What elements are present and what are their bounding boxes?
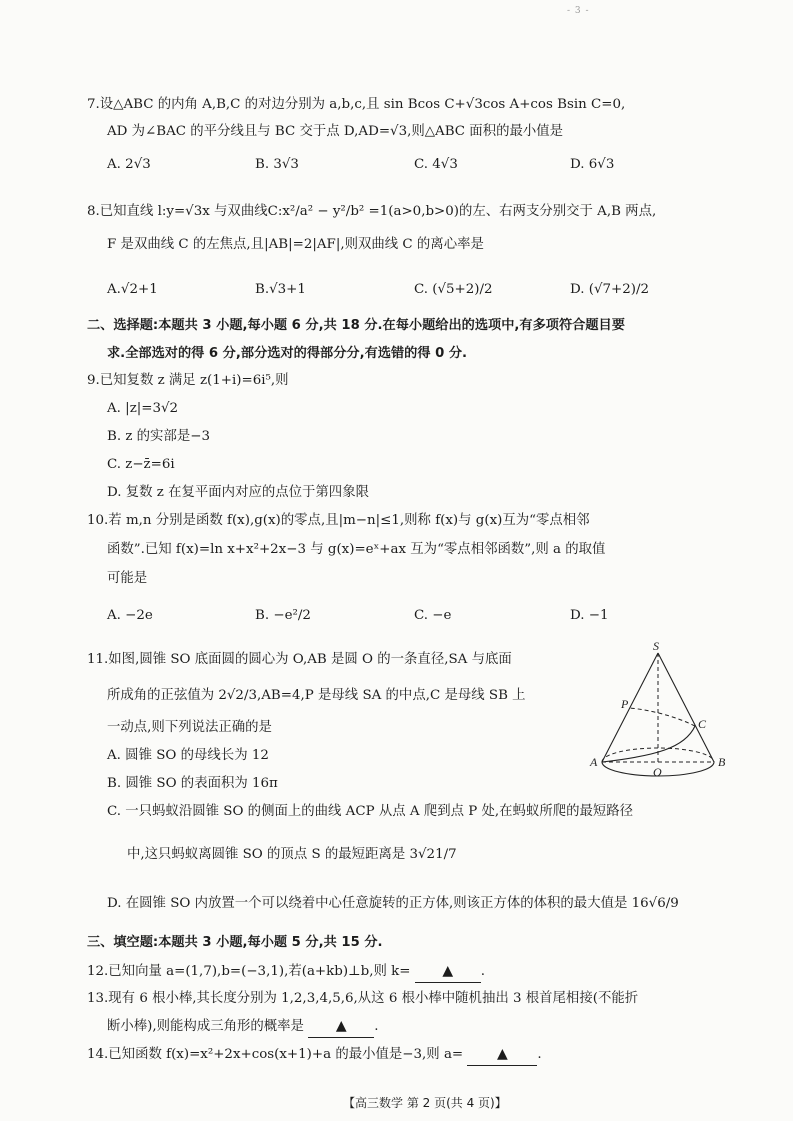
cone-figure: [585, 638, 735, 780]
q10-line2: 函数”.已知 f(x)=ln x+x²+2x−3 与 g(x)=eˣ+ax 互为“零点相邻函数”,则 a 的取值: [107, 542, 606, 557]
q12-answer-blank[interactable]: [415, 961, 481, 983]
q11-line3: 一动点,则下列说法正确的是: [107, 720, 272, 735]
section3-heading: 三、填空题:本题共 3 小题,每小题 5 分,共 15 分.: [87, 935, 383, 950]
label-p: P: [621, 697, 629, 711]
generatrix-sa: [602, 653, 658, 762]
q10-option-a: A. −2e: [107, 608, 153, 623]
q8-line1: 8.已知直线 l:y=√3x 与双曲线C:x²/a² − y²/b² =1(a>0,b>0)的左、右两支分别交于 A,B 两点,: [87, 204, 657, 219]
q7-line1: 7.设△ABC 的内角 A,B,C 的对边分别为 a,b,c,且 sin Bcos C+√3cos A+cos Bsin C=0,: [87, 97, 626, 112]
q14-answer-blank[interactable]: [467, 1044, 537, 1066]
curve-ac: [602, 726, 695, 762]
q11-option-b: B. 圆锥 SO 的表面积为 16π: [107, 776, 278, 791]
curve-cp: [630, 708, 695, 726]
section2-heading-line1: 二、选择题:本题共 3 小题,每小题 6 分,共 18 分.在每小题给出的选项中,有多项符合题目要: [87, 318, 625, 333]
q9-option-b: B. z 的实部是−3: [107, 429, 210, 444]
section2-heading-line2: 求.全部选对的得 6 分,部分选对的得部分分,有选错的得 0 分.: [107, 346, 468, 361]
q13-line2: 断小棒),则能构成三角形的概率是: [107, 1019, 304, 1034]
q8-line2: F 是双曲线 C 的左焦点,且|AB|=2|AF|,则双曲线 C 的离心率是: [107, 237, 484, 252]
q13-answer-blank[interactable]: [308, 1016, 374, 1038]
label-a: A: [590, 755, 598, 769]
q10-line3: 可能是: [107, 571, 148, 586]
q9-option-d: D. 复数 z 在复平面内对应的点位于第四象限: [107, 485, 369, 500]
q13-answer-marker: ▲: [335, 1018, 347, 1034]
q11-option-c-line2: 中,这只蚂蚁离圆锥 SO 的顶点 S 的最短距离是 3√21/7: [127, 847, 457, 862]
page-footer: 【高三数学 第 2 页(共 4 页)】: [343, 1096, 507, 1110]
q11-option-d: D. 在圆锥 SO 内放置一个可以绕着中心任意旋转的正方体,则该正方体的体积的最大值是 16√6/9: [107, 896, 679, 911]
q8-option-a: A.√2+1: [107, 282, 158, 297]
q7-line2: AD 为∠BAC 的平分线且与 BC 交于点 D,AD=√3,则△ABC 面积的最小值是: [107, 124, 564, 139]
q11-line1: 11.如图,圆锥 SO 底面圆的圆心为 O,AB 是圆 O 的一条直径,SA 与底面: [87, 652, 512, 667]
q13-line1: 13.现有 6 根小棒,其长度分别为 1,2,3,4,5,6,从这 6 根小棒中随机抽出 3 根首尾相接(不能折: [87, 991, 639, 1006]
q8-option-d: D. (√7+2)/2: [570, 282, 650, 297]
q10-option-d: D. −1: [570, 608, 609, 623]
q14-answer-marker: ▲: [497, 1046, 508, 1062]
q11-option-a: A. 圆锥 SO 的母线长为 12: [107, 748, 269, 763]
label-o: O: [653, 765, 662, 779]
label-c: C: [698, 717, 707, 731]
q12-answer-marker: ▲: [442, 963, 454, 979]
q7-option-d: D. 6√3: [570, 157, 615, 172]
q9-option-c: C. z−z̄=6i: [107, 457, 175, 472]
q10-option-b: B. −e²/2: [255, 608, 311, 623]
q8-option-b: B.√3+1: [255, 282, 306, 297]
q8-option-c: C. (√5+2)/2: [414, 282, 493, 297]
q11-option-c-line1: C. 一只蚂蚁沿圆锥 SO 的侧面上的曲线 ACP 从点 A 爬到点 P 处,在蚂蚁所爬的最短路径: [107, 804, 634, 819]
label-b: B: [718, 755, 726, 769]
q12-text: 12.已知向量 a=(1,7),b=(−3,1),若(a+kb)⊥b,则 k=: [87, 964, 411, 979]
q7-option-a: A. 2√3: [107, 157, 151, 172]
q7-option-c: C. 4√3: [414, 157, 458, 172]
q7-option-b: B. 3√3: [255, 157, 299, 172]
q11-line2: 所成角的正弦值为 2√2/3,AB=4,P 是母线 SA 的中点,C 是母线 SB 上: [107, 688, 526, 703]
q10-line1: 10.若 m,n 分别是函数 f(x),g(x)的零点,且|m−n|≤1,则称 f(x)与 g(x)互为“零点相邻: [87, 513, 590, 528]
header-mark: - 3 -: [567, 6, 590, 16]
label-s: S: [653, 639, 659, 653]
generatrix-sb: [658, 653, 714, 762]
q9-option-a: A. |z|=3√2: [107, 401, 179, 416]
q10-option-c: C. −e: [414, 608, 452, 623]
q14-text: 14.已知函数 f(x)=x²+2x+cos(x+1)+a 的最小值是−3,则 a=: [87, 1047, 464, 1062]
q9-stem: 9.已知复数 z 满足 z(1+i)=6i⁵,则: [87, 373, 289, 388]
